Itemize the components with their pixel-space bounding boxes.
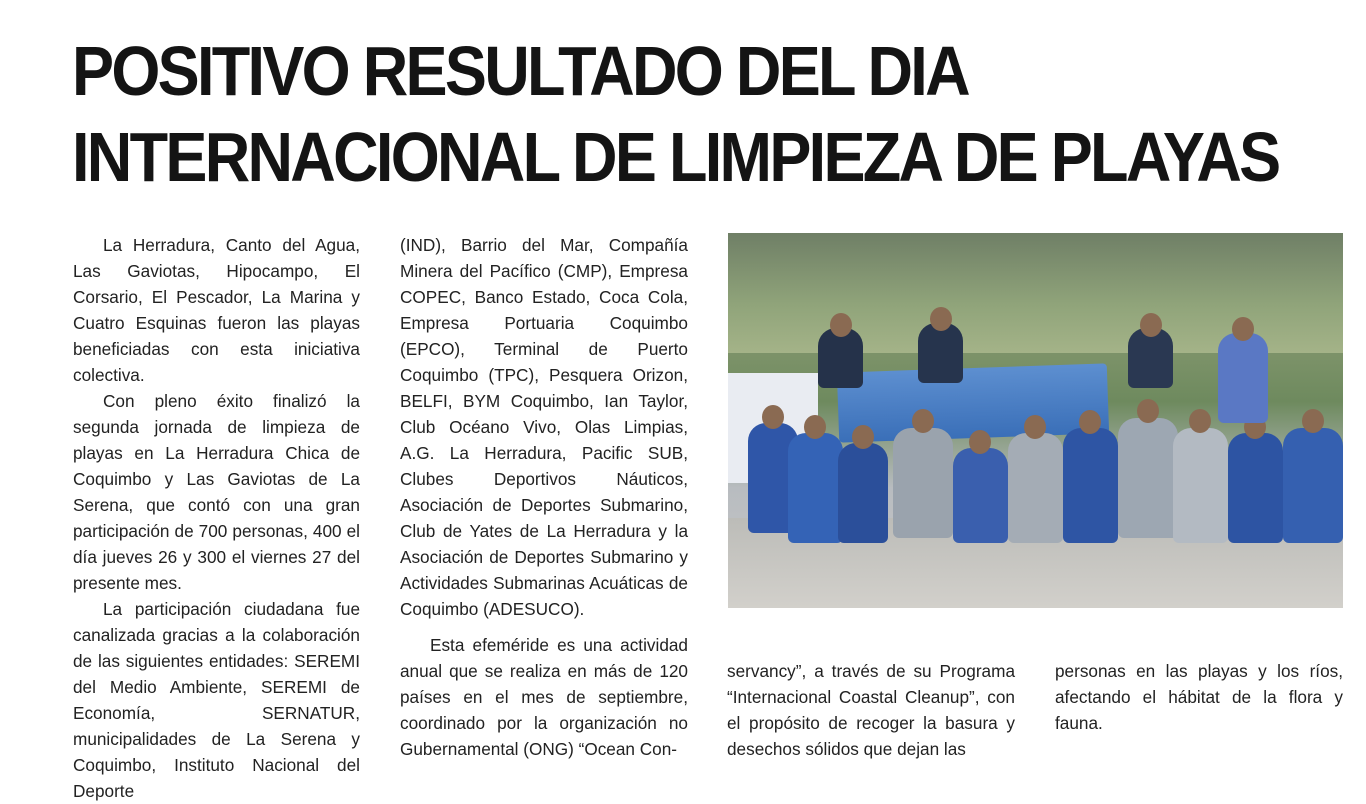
photo-person-head — [1302, 409, 1324, 433]
photo-person — [1218, 333, 1268, 423]
photo-person — [893, 428, 953, 538]
photo-person — [918, 323, 963, 383]
photo-person-head — [762, 405, 784, 429]
photo-person-head — [1137, 399, 1159, 423]
paragraph: Esta efeméride es una actividad anual que se realiza en más de 120 países en el mes de septiembre, coordinado por la organización no Gubernamental (ONG) “Ocean Con- — [400, 635, 688, 759]
photo-person-head — [804, 415, 826, 439]
photo-person-head — [1189, 409, 1211, 433]
photo-person-head — [1232, 317, 1254, 341]
photo-person-head — [912, 409, 934, 433]
paragraph: (IND), Barrio del Mar, Compañía Minera del Pacífico (CMP), Empresa COPEC, Banco Estado, Coca Cola, Empresa Portuaria Coquimbo (EPCO), Terminal de Puerto Coquimbo (TPC), Pesquera Orizon, BELFI, BYM Coquimbo, Ian Taylor, Club Océano Vivo, Olas Limpias, A.G. La Herradura, Pacific SUB, Clubes Deportivos Náuticos, Asociación de Deportes Submarino, Club de Yates de La Herradura y la Asociación de Deportes Submarino y Actividades Submarinas Acuáticas de Coquimbo (ADESUCO). — [400, 235, 688, 619]
article-column-4 — [1055, 658, 1343, 736]
photo-person — [1173, 428, 1228, 543]
photo-person — [1283, 428, 1343, 543]
photo-person-head — [969, 430, 991, 454]
photo-person — [1118, 418, 1178, 538]
paragraph: servancy”, a través de su Programa “Internacional Coastal Cleanup”, con el propósito de recoger la basura y desechos sólidos que dejan las — [727, 661, 1015, 759]
photo-banner — [837, 363, 1109, 442]
photo-person-head — [852, 425, 874, 449]
article-column-2 — [400, 232, 688, 622]
photo-person — [838, 443, 888, 543]
paragraph: Con pleno éxito finalizó la segunda jornada de limpieza de playas en La Herradura Chica de Coquimbo y Las Gaviotas de La Serena, que contó con una gran participación de 700 personas, 400 el día jueves 26 y 300 el viernes 27 del presente mes. — [73, 391, 360, 593]
article-column-2-bottom — [400, 632, 688, 762]
photo-person — [953, 448, 1008, 543]
photo-person — [818, 328, 863, 388]
paragraph: La participación ciudadana fue canalizada gracias a la colaboración de las siguientes entidades: SEREMI del Medio Ambiente, SEREMI de Economía, SERNATUR, municipalidades de La Serena y Coquimbo, Instituto Nacional del Deporte — [73, 599, 360, 801]
photo-person-head — [1024, 415, 1046, 439]
paragraph: personas en las playas y los ríos, afectando el hábitat de la flora y fauna. — [1055, 661, 1343, 733]
photo-person-head — [930, 307, 952, 331]
photo-person-head — [830, 313, 852, 337]
article-column-3 — [727, 658, 1015, 762]
article-column-1 — [73, 232, 360, 804]
paragraph: La Herradura, Canto del Agua, Las Gaviotas, Hipocampo, El Corsario, El Pescador, La Marina y Cuatro Esquinas fueron las playas beneficiadas con esta iniciativa colectiva. — [73, 235, 360, 385]
article-headline — [72, 28, 1279, 200]
photo-person-head — [1079, 410, 1101, 434]
photo-person — [1063, 428, 1118, 543]
headline-line-2: INTERNACIONAL DE LIMPIEZA DE PLAYAS — [72, 118, 1279, 196]
beach-cleanup-photo — [728, 233, 1343, 608]
photo-person — [788, 433, 843, 543]
photo-person — [1228, 433, 1283, 543]
photo-person — [1128, 328, 1173, 388]
headline-line-1: POSITIVO RESULTADO DEL DIA — [72, 32, 968, 110]
photo-person-head — [1140, 313, 1162, 337]
photo-person — [1008, 433, 1063, 543]
